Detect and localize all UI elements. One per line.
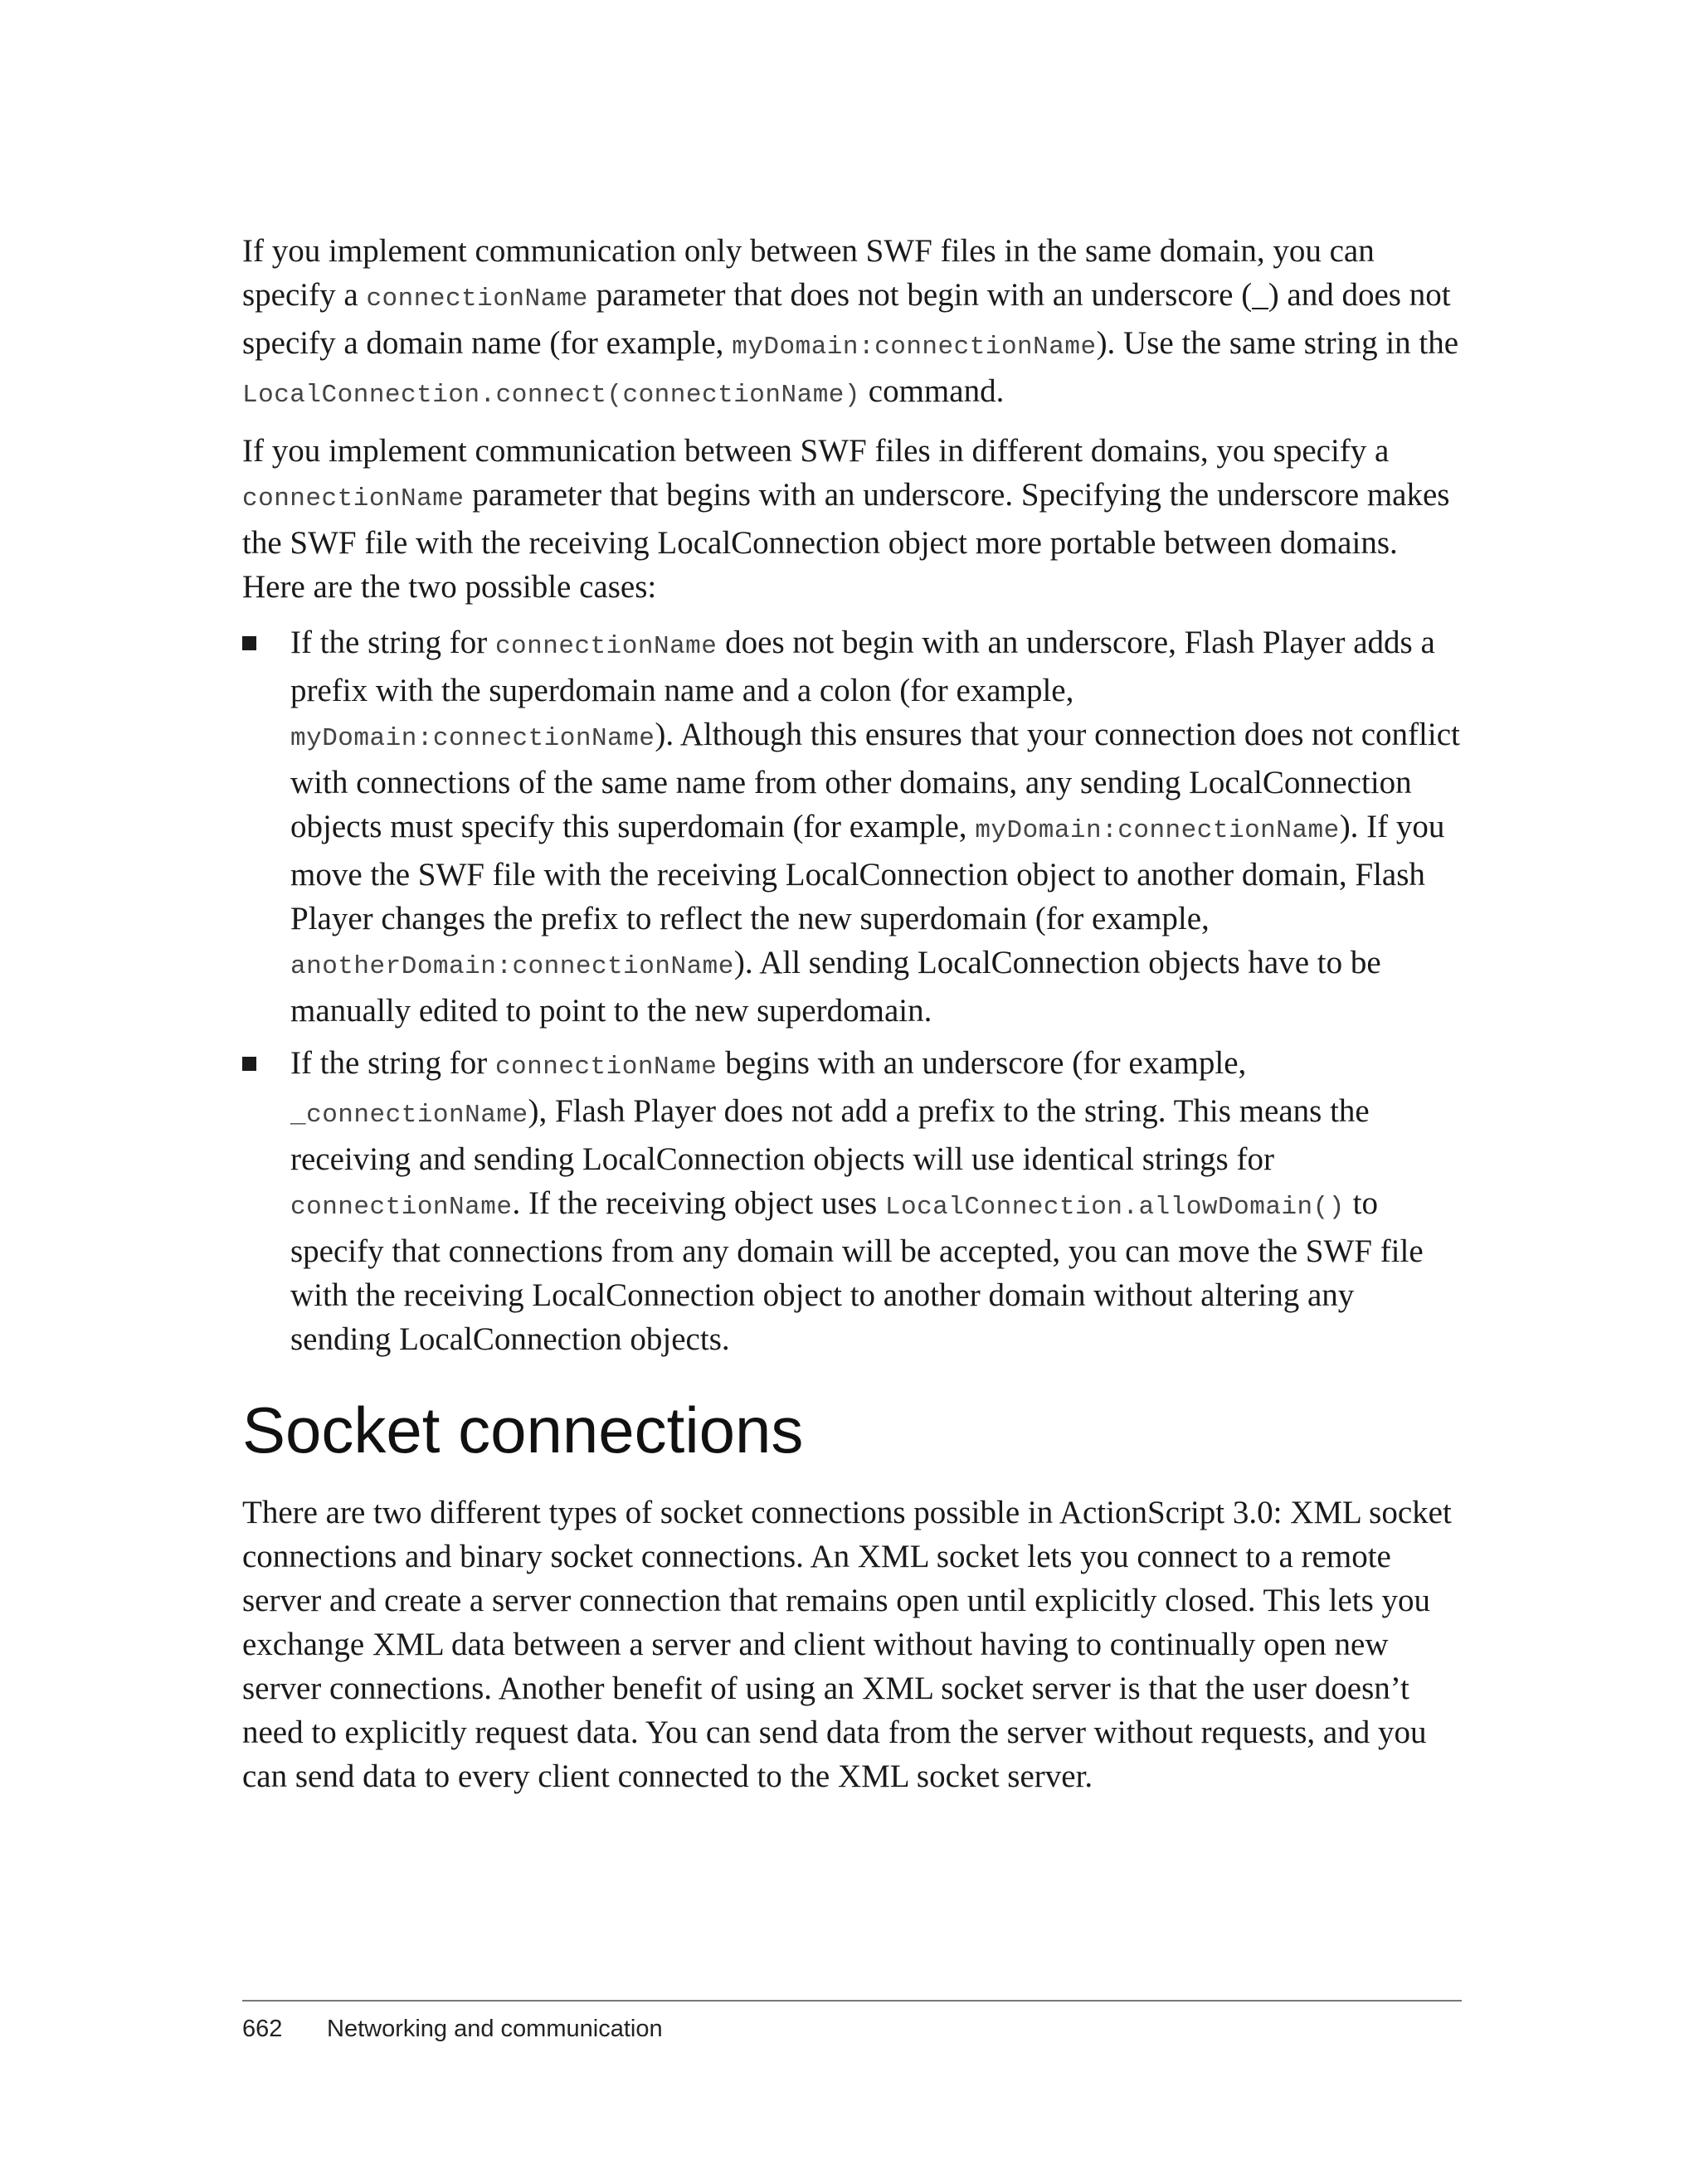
- text-run: ). Use the same string in the: [1096, 325, 1459, 361]
- text-run: If the string for: [290, 1045, 495, 1081]
- square-bullet-icon: [242, 636, 256, 650]
- text-run: ). If you move the SWF file with the receiving LocalConnection object to another domain, Flash Player changes the prefix to reflect the new superdomain (for example,: [290, 809, 1445, 936]
- cases-list: [242, 620, 1462, 1361]
- text-run: If you implement communication only between SWF files in the same domain, you can specify a: [242, 233, 1375, 313]
- code-allow-domain-call: LocalConnection.allowDomain(): [884, 1193, 1345, 1222]
- list-item: [242, 1041, 1462, 1361]
- code-domain-connection-name: myDomain:connectionName: [732, 333, 1097, 362]
- paragraph-same-domain: [242, 229, 1462, 417]
- footer-divider: [242, 2000, 1462, 2002]
- code-connection-name: connectionName: [242, 484, 465, 513]
- page-body: [242, 229, 1462, 1810]
- code-domain-connection-name: myDomain:connectionName: [290, 724, 655, 753]
- page-footer: [242, 2016, 663, 2043]
- text-run: parameter that does not begin with an underscore (_) and does not specify a domain name (for example,: [242, 277, 1451, 361]
- chapter-title: Networking and communication: [327, 2016, 663, 2042]
- text-run: does not begin with an underscore, Flash Player adds a prefix with the superdomain name and a colon (for example,: [290, 625, 1435, 708]
- code-domain-connection-name: myDomain:connectionName: [975, 816, 1340, 845]
- paragraph-socket-connections: There are two different types of socket connections possible in ActionScript 3.0: XML socket connections and binary socket connections. An XML socket lets you connect to a remote server and create a server connection that remains open until explicitly closed. This lets you exchange XML data between a server and client without having to continually open new server connections. Another benefit of using an XML socket server is that the user doesn’t need to explicitly request data. You can send data from the server without requests, and you can send data to every client connected to the XML socket server.: [242, 1495, 1452, 1794]
- code-another-domain-connection-name: anotherDomain:connectionName: [290, 952, 734, 981]
- code-connection-name: connectionName: [494, 1053, 718, 1082]
- square-bullet-icon: [242, 1057, 256, 1071]
- code-connection-name: connectionName: [290, 1193, 513, 1222]
- text-run: ). All sending LocalConnection objects have to be manually edited to point to the new superdomain.: [290, 945, 1381, 1029]
- list-item: [242, 620, 1462, 1033]
- text-run: command.: [860, 373, 1005, 409]
- code-connection-name: connectionName: [494, 632, 718, 661]
- text-run: . If the receiving object uses: [512, 1185, 885, 1221]
- page-number: 662: [242, 2016, 283, 2042]
- code-underscore-connection-name: _connectionName: [290, 1101, 528, 1130]
- text-run: parameter that begins with an underscore. Specifying the underscore makes the SWF file with the receiving LocalConnection object more portable between domains. Here are the two possible cases:: [242, 477, 1450, 605]
- code-connect-call: LocalConnection.connect(connectionName): [242, 381, 861, 410]
- code-connection-name: connectionName: [366, 285, 588, 314]
- text-run: begins with an underscore (for example,: [717, 1045, 1247, 1081]
- section-heading: Socket connections: [242, 1394, 804, 1467]
- text-run: ). Although this ensures that your connection does not conflict with connections of the same name from other domains, any sending LocalConnection objects must specify this superdomain (for example,: [290, 717, 1460, 844]
- text-run: to specify that connections from any domain will be accepted, you can move the SWF file with the receiving LocalConnection object to another domain without altering any sending LocalConnection objects.: [290, 1185, 1424, 1357]
- text-run: ), Flash Player does not add a prefix to the string. This means the receiving and sending LocalConnection objects will use identical strings for: [290, 1093, 1370, 1177]
- text-run: If you implement communication between SWF files in different domains, you specify a: [242, 433, 1390, 469]
- text-run: If the string for: [290, 625, 495, 660]
- paragraph-different-domains: [242, 429, 1462, 609]
